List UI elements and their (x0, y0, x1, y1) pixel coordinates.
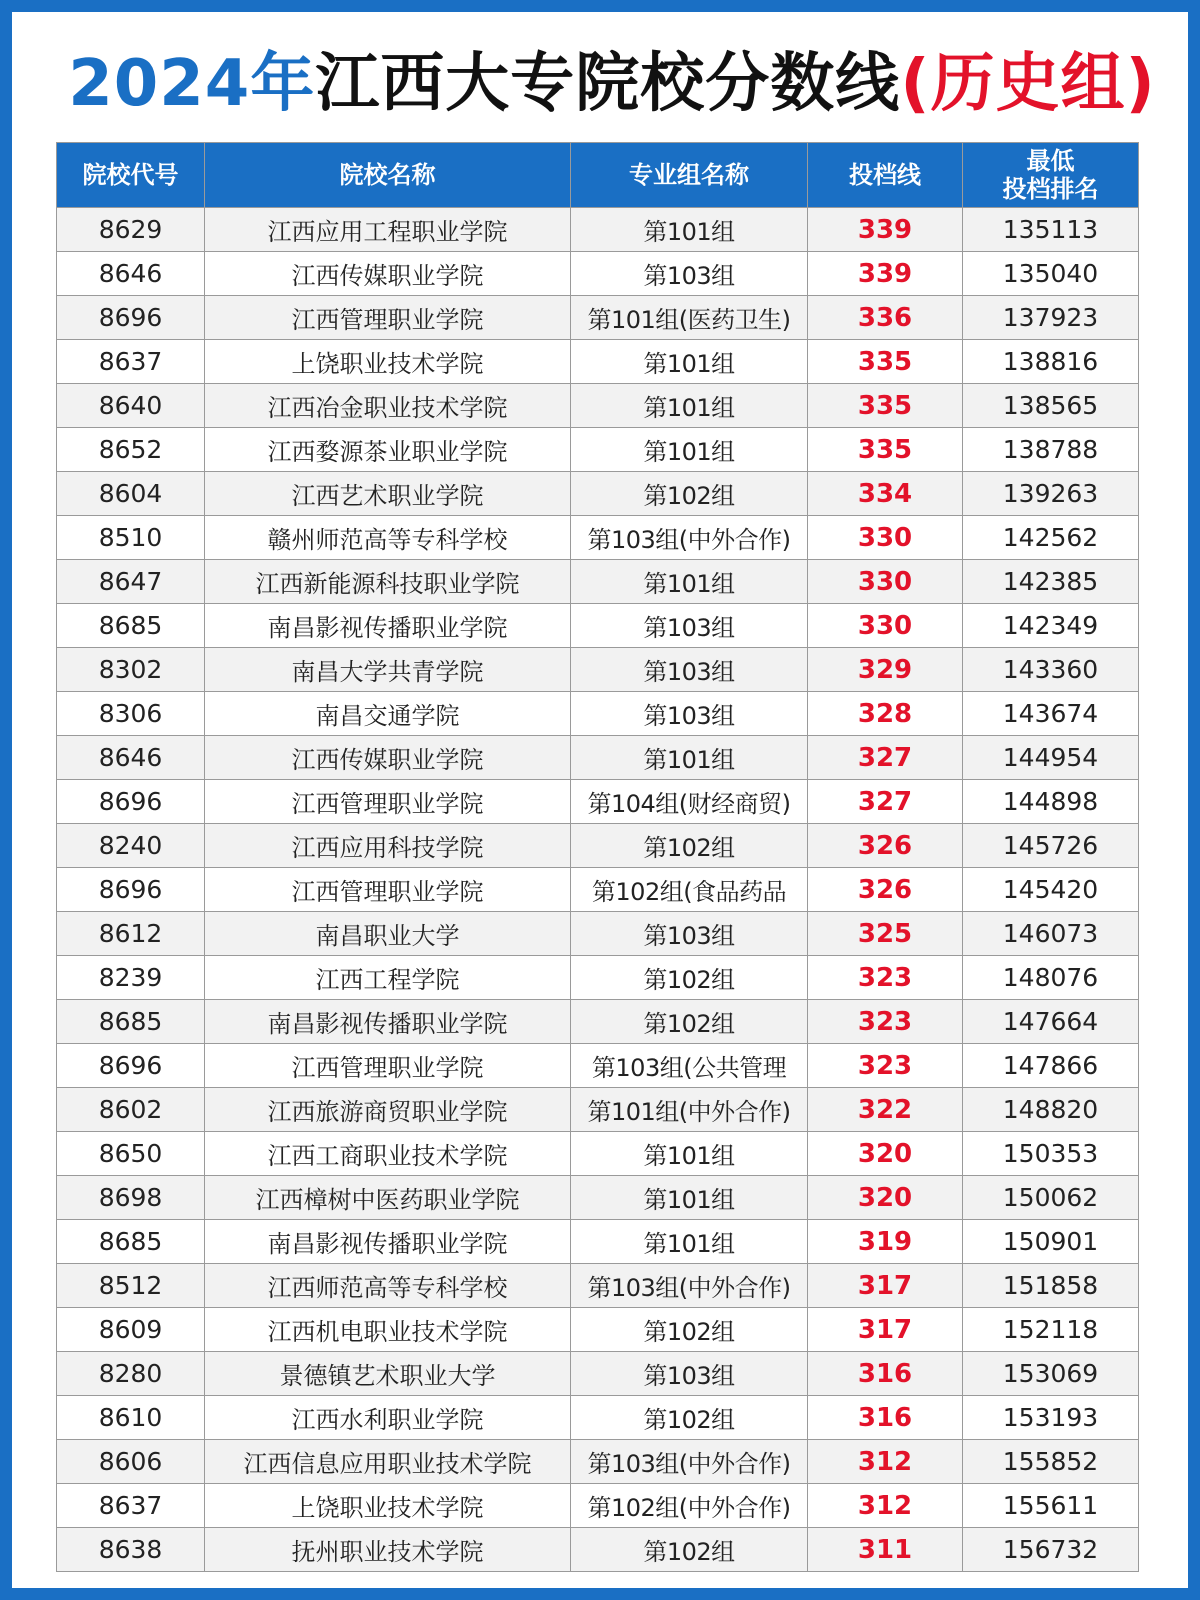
cell-school: 南昌影视传播职业学院 (205, 604, 571, 648)
cell-code: 8646 (57, 252, 205, 296)
cell-code: 8685 (57, 1000, 205, 1044)
header-group: 专业组名称 (571, 143, 808, 208)
cell-rank: 150901 (963, 1220, 1139, 1264)
cell-code: 8240 (57, 824, 205, 868)
cell-school: 江西师范高等专科学校 (205, 1264, 571, 1308)
cell-school: 江西新能源科技职业学院 (205, 560, 571, 604)
cell-rank: 155852 (963, 1440, 1139, 1484)
cell-rank: 147866 (963, 1044, 1139, 1088)
cell-code: 8685 (57, 1220, 205, 1264)
cell-line: 328 (808, 692, 963, 736)
cell-rank: 150062 (963, 1176, 1139, 1220)
cell-line: 335 (808, 384, 963, 428)
cell-code: 8698 (57, 1176, 205, 1220)
cell-group: 第102组 (571, 1000, 808, 1044)
cell-rank: 145726 (963, 824, 1139, 868)
cell-line: 339 (808, 252, 963, 296)
cell-line: 311 (808, 1528, 963, 1572)
cell-code: 8647 (57, 560, 205, 604)
table-row (57, 252, 1139, 296)
cell-school: 江西管理职业学院 (205, 780, 571, 824)
cell-school: 江西艺术职业学院 (205, 472, 571, 516)
cell-group: 第103组 (571, 604, 808, 648)
cell-code: 8696 (57, 1044, 205, 1088)
cell-rank: 153193 (963, 1396, 1139, 1440)
cell-rank: 142385 (963, 560, 1139, 604)
cell-school: 江西管理职业学院 (205, 868, 571, 912)
cell-line: 326 (808, 824, 963, 868)
cell-group: 第103组(公共管理 (571, 1044, 808, 1088)
cell-code: 8637 (57, 1484, 205, 1528)
cell-rank: 142562 (963, 516, 1139, 560)
cell-group: 第102组 (571, 1308, 808, 1352)
cell-code: 8646 (57, 736, 205, 780)
cell-group: 第102组 (571, 824, 808, 868)
cell-school: 江西婺源茶业职业学院 (205, 428, 571, 472)
table-row (57, 296, 1139, 340)
table-row (57, 1264, 1139, 1308)
table-row (57, 340, 1139, 384)
cell-group: 第103组(中外合作) (571, 516, 808, 560)
table-row (57, 1000, 1139, 1044)
cell-group: 第103组 (571, 692, 808, 736)
cell-line: 335 (808, 428, 963, 472)
cell-code: 8638 (57, 1528, 205, 1572)
cell-school: 南昌职业大学 (205, 912, 571, 956)
cell-school: 南昌影视传播职业学院 (205, 1220, 571, 1264)
cell-code: 8306 (57, 692, 205, 736)
cell-code: 8640 (57, 384, 205, 428)
cell-rank: 155611 (963, 1484, 1139, 1528)
cell-rank: 147664 (963, 1000, 1139, 1044)
cell-school: 江西传媒职业学院 (205, 252, 571, 296)
cell-group: 第103组 (571, 252, 808, 296)
cell-school: 抚州职业技术学院 (205, 1528, 571, 1572)
cell-rank: 142349 (963, 604, 1139, 648)
cell-code: 8609 (57, 1308, 205, 1352)
table-row (57, 1220, 1139, 1264)
cell-rank: 137923 (963, 296, 1139, 340)
cell-code: 8652 (57, 428, 205, 472)
cell-line: 317 (808, 1264, 963, 1308)
table-row (57, 208, 1139, 252)
cell-school: 江西工程学院 (205, 956, 571, 1000)
cell-line: 319 (808, 1220, 963, 1264)
table-row (57, 1132, 1139, 1176)
cell-code: 8650 (57, 1132, 205, 1176)
cell-rank: 156732 (963, 1528, 1139, 1572)
cell-line: 327 (808, 780, 963, 824)
title-year: 2024年 (68, 47, 316, 121)
cell-group: 第102组(中外合作) (571, 1484, 808, 1528)
cell-group: 第101组 (571, 428, 808, 472)
cell-group: 第102组(食品药品 (571, 868, 808, 912)
cell-rank: 138565 (963, 384, 1139, 428)
table-row (57, 736, 1139, 780)
cell-line: 339 (808, 208, 963, 252)
cell-rank: 144898 (963, 780, 1139, 824)
table-row (57, 868, 1139, 912)
cell-group: 第103组(中外合作) (571, 1440, 808, 1484)
cell-school: 江西旅游商贸职业学院 (205, 1088, 571, 1132)
table-row (57, 560, 1139, 604)
cell-school: 南昌大学共青学院 (205, 648, 571, 692)
cell-rank: 145420 (963, 868, 1139, 912)
cell-line: 320 (808, 1176, 963, 1220)
score-table (56, 142, 1139, 1572)
cell-code: 8696 (57, 780, 205, 824)
title-group: (历史组) (900, 47, 1156, 121)
cell-group: 第101组 (571, 208, 808, 252)
cell-line: 325 (808, 912, 963, 956)
table-row (57, 1308, 1139, 1352)
cell-school: 江西管理职业学院 (205, 1044, 571, 1088)
cell-group: 第101组 (571, 384, 808, 428)
cell-line: 312 (808, 1484, 963, 1528)
cell-school: 江西工商职业技术学院 (205, 1132, 571, 1176)
cell-group: 第103组 (571, 648, 808, 692)
cell-line: 330 (808, 516, 963, 560)
cell-group: 第101组 (571, 340, 808, 384)
cell-line: 335 (808, 340, 963, 384)
cell-group: 第103组(中外合作) (571, 1264, 808, 1308)
cell-group: 第102组 (571, 1396, 808, 1440)
cell-line: 316 (808, 1352, 963, 1396)
cell-line: 327 (808, 736, 963, 780)
table-row (57, 1352, 1139, 1396)
cell-code: 8602 (57, 1088, 205, 1132)
cell-school: 江西信息应用职业技术学院 (205, 1440, 571, 1484)
cell-rank: 146073 (963, 912, 1139, 956)
header-line: 投档线 (808, 143, 963, 208)
cell-line: 329 (808, 648, 963, 692)
cell-school: 南昌影视传播职业学院 (205, 1000, 571, 1044)
cell-line: 323 (808, 1044, 963, 1088)
cell-school: 江西应用工程职业学院 (205, 208, 571, 252)
table-row (57, 1088, 1139, 1132)
cell-line: 320 (808, 1132, 963, 1176)
cell-code: 8612 (57, 912, 205, 956)
cell-rank: 144954 (963, 736, 1139, 780)
cell-rank: 150353 (963, 1132, 1139, 1176)
cell-rank: 148820 (963, 1088, 1139, 1132)
table-row (57, 428, 1139, 472)
cell-rank: 151858 (963, 1264, 1139, 1308)
table-row (57, 692, 1139, 736)
cell-school: 江西机电职业技术学院 (205, 1308, 571, 1352)
cell-code: 8604 (57, 472, 205, 516)
cell-rank: 138788 (963, 428, 1139, 472)
cell-school: 江西传媒职业学院 (205, 736, 571, 780)
cell-rank: 139263 (963, 472, 1139, 516)
cell-line: 323 (808, 1000, 963, 1044)
table-row (57, 604, 1139, 648)
cell-group: 第101组(医药卫生) (571, 296, 808, 340)
cell-code: 8610 (57, 1396, 205, 1440)
cell-group: 第101组 (571, 560, 808, 604)
cell-school: 上饶职业技术学院 (205, 340, 571, 384)
cell-rank: 148076 (963, 956, 1139, 1000)
cell-line: 336 (808, 296, 963, 340)
table-row (57, 1528, 1139, 1572)
cell-line: 323 (808, 956, 963, 1000)
cell-rank: 153069 (963, 1352, 1139, 1396)
cell-line: 330 (808, 560, 963, 604)
table-row (57, 648, 1139, 692)
cell-rank: 143674 (963, 692, 1139, 736)
cell-group: 第101组(中外合作) (571, 1088, 808, 1132)
cell-group: 第102组 (571, 1528, 808, 1572)
header-rank: 最低 投档排名 (963, 143, 1139, 208)
cell-group: 第101组 (571, 1220, 808, 1264)
table-row (57, 780, 1139, 824)
cell-rank: 152118 (963, 1308, 1139, 1352)
table-row (57, 384, 1139, 428)
table-row (57, 516, 1139, 560)
cell-group: 第101组 (571, 736, 808, 780)
cell-group: 第101组 (571, 1176, 808, 1220)
table-row (57, 912, 1139, 956)
cell-line: 312 (808, 1440, 963, 1484)
cell-code: 8239 (57, 956, 205, 1000)
cell-group: 第104组(财经商贸) (571, 780, 808, 824)
cell-line: 330 (808, 604, 963, 648)
cell-code: 8280 (57, 1352, 205, 1396)
table-row (57, 472, 1139, 516)
cell-code: 8696 (57, 868, 205, 912)
cell-school: 赣州师范高等专科学校 (205, 516, 571, 560)
header-school: 院校名称 (205, 143, 571, 208)
page-title (12, 42, 1200, 126)
table-row (57, 956, 1139, 1000)
cell-code: 8685 (57, 604, 205, 648)
cell-code: 8302 (57, 648, 205, 692)
cell-line: 322 (808, 1088, 963, 1132)
cell-school: 景德镇艺术职业大学 (205, 1352, 571, 1396)
header-code: 院校代号 (57, 143, 205, 208)
cell-rank: 143360 (963, 648, 1139, 692)
cell-group: 第102组 (571, 956, 808, 1000)
cell-line: 326 (808, 868, 963, 912)
cell-code: 8512 (57, 1264, 205, 1308)
score-table-header (57, 143, 1139, 208)
table-row (57, 824, 1139, 868)
cell-code: 8510 (57, 516, 205, 560)
cell-rank: 135040 (963, 252, 1139, 296)
cell-rank: 135113 (963, 208, 1139, 252)
cell-group: 第102组 (571, 472, 808, 516)
table-row (57, 1176, 1139, 1220)
cell-school: 江西冶金职业技术学院 (205, 384, 571, 428)
cell-line: 316 (808, 1396, 963, 1440)
cell-school: 上饶职业技术学院 (205, 1484, 571, 1528)
cell-school: 江西管理职业学院 (205, 296, 571, 340)
table-row (57, 1484, 1139, 1528)
table-row (57, 1440, 1139, 1484)
cell-rank: 138816 (963, 340, 1139, 384)
cell-school: 南昌交通学院 (205, 692, 571, 736)
cell-line: 317 (808, 1308, 963, 1352)
score-table-body (57, 208, 1139, 1572)
cell-code: 8606 (57, 1440, 205, 1484)
cell-school: 江西应用科技学院 (205, 824, 571, 868)
cell-group: 第101组 (571, 1132, 808, 1176)
table-row (57, 1396, 1139, 1440)
cell-school: 江西樟树中医药职业学院 (205, 1176, 571, 1220)
cell-school: 江西水利职业学院 (205, 1396, 571, 1440)
cell-line: 334 (808, 472, 963, 516)
cell-group: 第103组 (571, 912, 808, 956)
table-row (57, 1044, 1139, 1088)
cell-group: 第103组 (571, 1352, 808, 1396)
cell-code: 8696 (57, 296, 205, 340)
cell-code: 8629 (57, 208, 205, 252)
title-main: 江西大专院校分数线 (315, 47, 901, 121)
cell-code: 8637 (57, 340, 205, 384)
